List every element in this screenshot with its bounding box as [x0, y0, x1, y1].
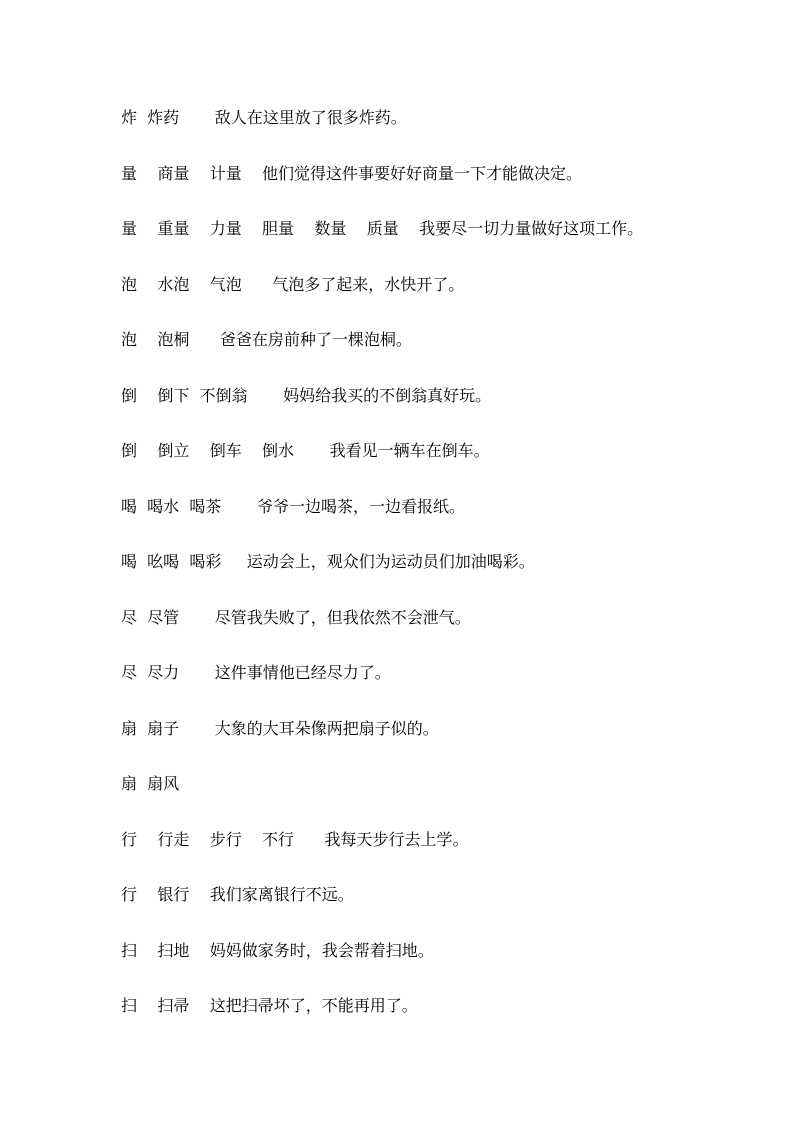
text-line: 扇 扇子 大象的大耳朵像两把扇子似的。 — [121, 718, 439, 738]
text-line: 泡 泡桐 爸爸在房前种了一棵泡桐。 — [121, 330, 412, 349]
text-line: 扫 扫地 妈妈做家务时，我会帮着扫地。 — [121, 940, 434, 960]
text-line: 尽 尽力 这件事情他已经尽力了。 — [121, 663, 391, 682]
text-line: 扫 扫帚 这把扫帚坏了，不能再用了。 — [121, 996, 418, 1015]
text-line: 泡 水泡 气泡 气泡多了起来，水快开了。 — [121, 274, 465, 294]
text-line: 喝 吆喝 喝彩 运动会上，观众们为运动员们加油喝彩。 — [121, 552, 535, 571]
text-line: 倒 倒下 不倒翁 妈妈给我买的不倒翁真好玩。 — [121, 385, 492, 405]
text-line: 行 银行 我们家离银行不远。 — [121, 885, 354, 904]
text-line: 行 行走 步行 不行 我每天步行去上学。 — [121, 829, 469, 849]
text-line: 尽 尽管 尽管我失败了，但我依然不会泄气。 — [121, 607, 471, 627]
word-list — [121, 106, 761, 1050]
text-line: 炸 炸药 敌人在这里放了很多炸药。 — [121, 108, 407, 127]
text-line: 喝 喝水 喝茶 爷爷一边喝茶，一边看报纸。 — [121, 496, 465, 516]
text-line: 扇 扇风 — [121, 774, 180, 793]
text-line: 量 商量 计量 他们觉得这件事要好好商量一下才能做决定。 — [121, 163, 583, 183]
text-line: 量 重量 力量 胆量 数量 质量 我要尽一切力量做好这项工作。 — [121, 219, 644, 238]
text-line: 倒 倒立 倒车 倒水 我看见一辆车在倒车。 — [121, 441, 490, 460]
